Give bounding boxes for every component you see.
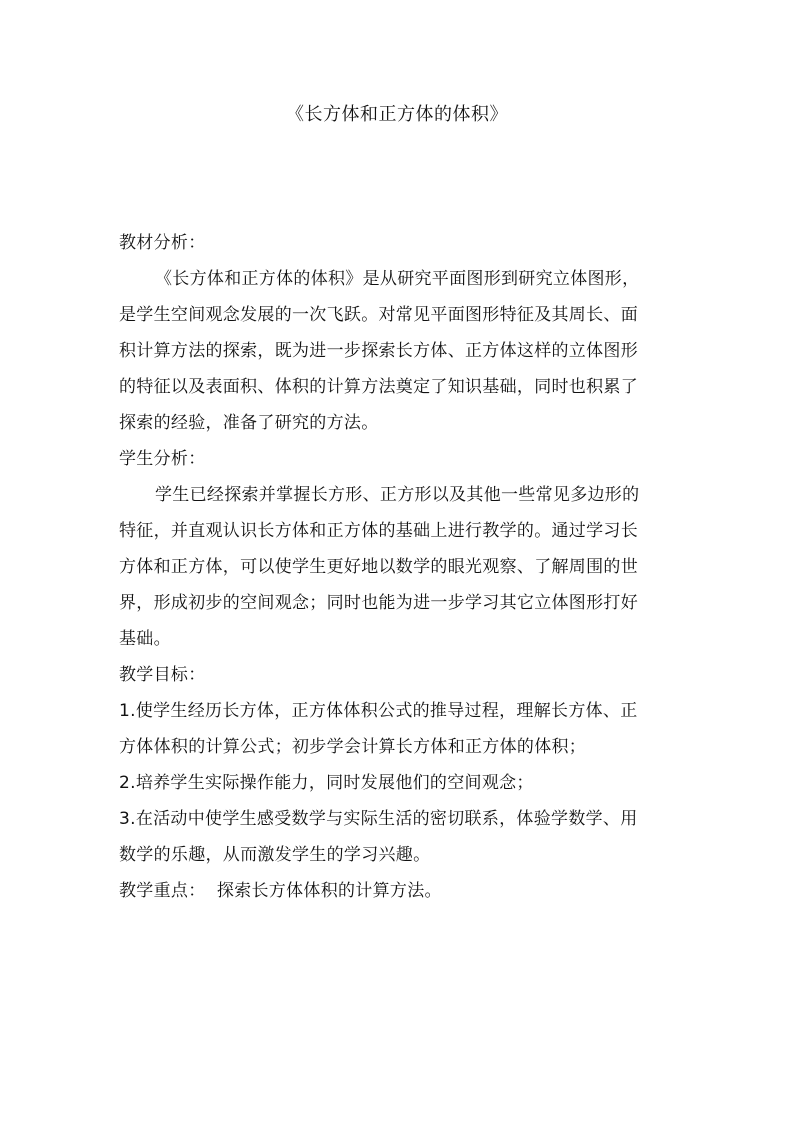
document-title: 《长方体和正方体的体积》 — [286, 104, 508, 125]
goal-item: 1.使学生经历长方体，正方体体积公式的推导过程，理解长方体、正 — [119, 701, 638, 721]
paragraph-line: 方体和正方体，可以使学生更好地以数学的眼光观察、了解周围的世 — [119, 557, 638, 577]
section-heading-textbook-analysis: 教材分析： — [119, 233, 206, 253]
section-heading-student-analysis: 学生分析： — [119, 449, 206, 469]
goal-item: 3.在活动中使学生感受数学与实际生活的密切联系，体验学数学、用 — [119, 809, 638, 829]
paragraph-line: 积计算方法的探索，既为进一步探索长方体、正方体这样的立体图形 — [119, 341, 638, 361]
goal-item: 方体体积的计算公式；初步学会计算长方体和正方体的体积； — [119, 737, 587, 757]
section-heading-teaching-goals: 教学目标： — [119, 665, 206, 685]
paragraph-line: 的特征以及表面积、体积的计算方法奠定了知识基础，同时也积累了 — [119, 377, 638, 397]
paragraph-line: 探索的经验，准备了研究的方法。 — [119, 413, 379, 433]
paragraph-line: 特征，并直观认识长方体和正方体的基础上进行教学的。通过学习长 — [119, 521, 638, 541]
document-body — [119, 227, 679, 907]
paragraph-line: 《长方体和正方体的体积》是从研究平面图形到研究立体图形， — [155, 269, 640, 289]
paragraph-line: 界，形成初步的空间观念；同时也能为进一步学习其它立体图形打好 — [119, 593, 638, 613]
goal-item: 2.培养学生实际操作能力，同时发展他们的空间观念； — [119, 773, 534, 793]
paragraph-line: 基础。 — [119, 629, 171, 649]
teaching-focus: 教学重点： 探索长方体体积的计算方法。 — [119, 881, 442, 901]
goal-item: 数学的乐趣，从而激发学生的学习兴趣。 — [119, 845, 431, 865]
paragraph-line: 学生已经探索并掌握长方形、正方形以及其他一些常见多边形的 — [155, 485, 640, 505]
paragraph-line: 是学生空间观念发展的一次飞跃。对常见平面图形特征及其周长、面 — [119, 305, 638, 325]
